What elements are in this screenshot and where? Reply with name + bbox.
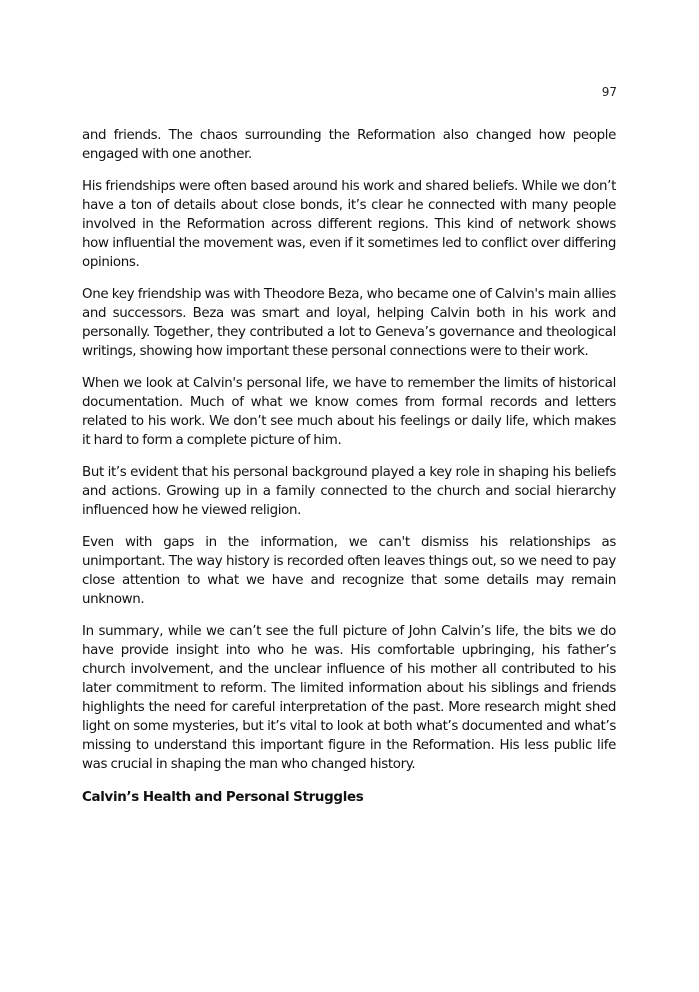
paragraph: One key friendship was with Theodore Beza, who became one of Calvin's main allies and successors. Beza was smart and loyal, helping Calvin both in his work and personally. Together, they contributed a lot to Geneva’s governance and theological writings, showing how important these personal connections were to their work. xyxy=(82,287,616,359)
paragraph: When we look at Calvin's personal life, we have to remember the limits of historical documentation. Much of what we know comes from formal records and letters related to his work. We don’t see much about his feelings or daily life, which makes it hard to form a complete picture of him. xyxy=(82,376,616,448)
paragraph: and friends. The chaos surrounding the Reformation also changed how people engaged with one another. xyxy=(82,128,616,162)
page-number: 97 xyxy=(601,85,617,99)
body-text xyxy=(82,126,616,807)
paragraph: Even with gaps in the information, we can't dismiss his relationships as unimportant. The way history is recorded often leaves things out, so we need to pay close attention to what we have and recognize that some details may remain unknown. xyxy=(82,535,616,607)
section-heading: Calvin’s Health and Personal Struggles xyxy=(82,790,364,805)
paragraph: In summary, while we can’t see the full picture of John Calvin’s life, the bits we do have provide insight into who he was. His comfortable upbringing, his father’s church involvement, and the unclear influence of his mother all contributed to his later commitment to reform. The limited information about his siblings and friends highlights the need for careful interpretation of the past. More research might shed light on some mysteries, but it’s vital to look at both what’s documented and what’s missing to understand this important figure in the Reformation. His less public life was crucial in shaping the man who changed history. xyxy=(82,624,616,772)
paragraph: But it’s evident that his personal background played a key role in shaping his beliefs and actions. Growing up in a family connected to the church and social hierarchy influenced how he viewed religion. xyxy=(82,465,616,518)
paragraph: His friendships were often based around his work and shared beliefs. While we don’t have a ton of details about close bonds, it’s clear he connected with many people involved in the Reformation across different regions. This kind of network shows how influential the movement was, even if it sometimes led to conflict over differing opinions. xyxy=(82,179,616,270)
